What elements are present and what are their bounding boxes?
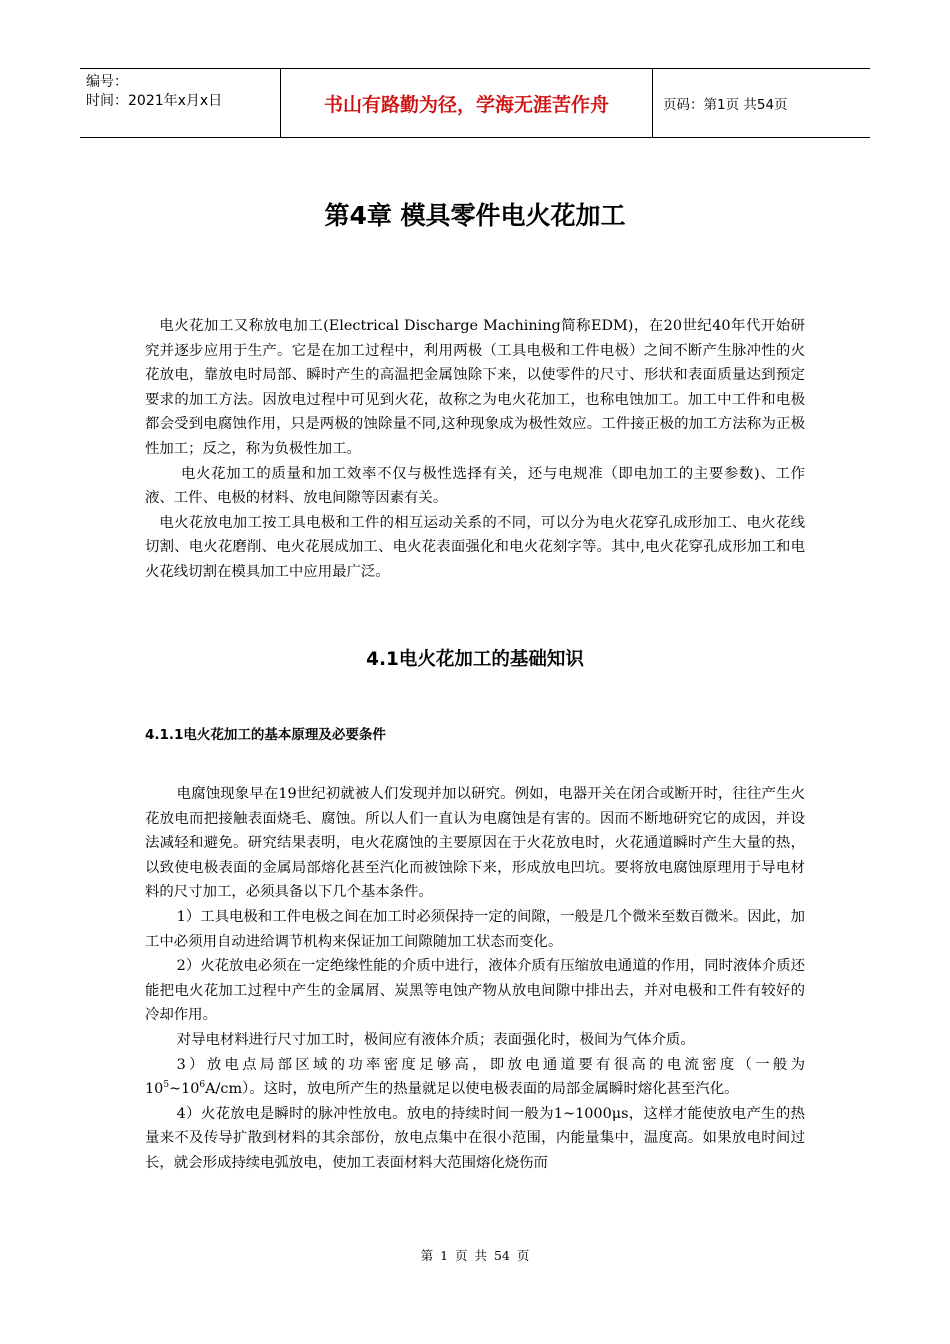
header-info-cell xyxy=(80,69,281,137)
subsection-title: 4.1.1电火花加工的基本原理及必要条件 xyxy=(145,727,386,743)
body-paragraph: 1）工具电极和工件电极之间在加工时必须保持一定的间隙，一般是几个微米至数百微米。因此，加工中必须用自动进给调节机构来保证加工间隙随加工状态而变化。 xyxy=(145,908,805,950)
body-paragraph: 对导电材料进行尺寸加工时，极间应有液体介质；表面强化时，极间为气体介质。 xyxy=(176,1031,695,1048)
document-date-label: 时间：2021年x月x日 xyxy=(86,93,223,109)
section-title: 4.1电火花加工的基础知识 xyxy=(366,649,584,670)
intro-paragraph: 电火花加工的质量和加工效率不仅与极性选择有关，还与电规准（即电加工的主要参数)、工作液、工件、电极的材料、放电间隙等因素有关。 xyxy=(145,465,805,507)
page-footer: 第 1 页 共 54 页 xyxy=(420,1248,530,1263)
exponent: 5 xyxy=(163,1080,170,1091)
body-text: ~10 xyxy=(169,1081,200,1098)
intro-paragraph: 电火花加工又称放电加工(Electrical Discharge Machining简称EDM)，在20世纪40年代开始研究并逐步应用于生产。它是在加工过程中，利用两极（工具电极和工件电极）之间不断产生脉冲性的火花放电，靠放电时局部、瞬时产生的高温把金属蚀除下来，以使零件的尺寸、形状和表面质量达到预定要求的加工方法。因放电过程中可见到火花，故称之为电火花加工，也称电蚀加工。加工中工件和电极都会受到电腐蚀作用，只是两极的蚀除量不同,这种现象成为极性效应。工件接正极的加工方法称为正极性加工；反之，称为负极性加工。 xyxy=(145,318,805,457)
body-paragraph: 2）火花放电必须在一定绝缘性能的介质中进行，液体介质有压缩放电通道的作用，同时液体介质还能把电火花加工过程中产生的金属屑、炭黑等电蚀产物从放电间隙中排出去，并对电极和工件有较好的冷却作用。 xyxy=(145,958,805,1024)
header-page-label: 页码：第1页 共54页 xyxy=(663,97,788,113)
body-section xyxy=(145,782,805,1176)
intro-paragraph: 电火花放电加工按工具电极和工件的相互运动关系的不同，可以分为电火花穿孔成形加工、电火花线切割、电火花磨削、电火花展成加工、电火花表面强化和电火花刻字等。其中,电火花穿孔成形加工和电火花线切割在模具加工中应用最广泛。 xyxy=(145,514,805,580)
exponent: 6 xyxy=(199,1080,206,1091)
body-text: 3）放电点局部区域的功率密度足够高，即放电通道要有很高的电流密度（一般为10 xyxy=(145,1056,805,1098)
chapter-title: 第4章 模具零件电火花加工 xyxy=(324,201,626,230)
document-number-label: 编号： xyxy=(86,74,128,90)
intro-section xyxy=(145,314,805,585)
body-paragraph: 4）火花放电是瞬时的脉冲性放电。放电的持续时间一般为1~1000μs，这样才能使放电产生的热量来不及传导扩散到材料的其余部份，放电点集中在很小范围，内能量集中，温度高。如果放电时间过长，就会形成持续电弧放电，使加工表面材料大范围熔化烧伤而 xyxy=(145,1105,805,1171)
page-header xyxy=(80,68,870,138)
body-text: A/cm）。这时，放电所产生的热量就足以使电极表面的局部金属瞬时熔化甚至汽化。 xyxy=(205,1081,739,1098)
header-motto: 书山有路勤为径，学海无涯苦作舟 xyxy=(281,69,653,137)
body-paragraph xyxy=(145,1053,805,1102)
body-paragraph: 电腐蚀现象早在19世纪初就被人们发现并加以研究。例如，电器开关在闭合或断开时，往往产生火花放电而把接触表面烧毛、腐蚀。所以人们一直认为电腐蚀是有害的。因而不断地研究它的成因，并设法减轻和避免。研究结果表明，电火花腐蚀的主要原因在于火花放电时，火花通道瞬时产生大量的热，以致使电极表面的金属局部熔化甚至汽化而被蚀除下来，形成放电凹坑。要将放电腐蚀原理用于导电材料的尺寸加工，必须具备以下几个基本条件。 xyxy=(145,786,805,901)
